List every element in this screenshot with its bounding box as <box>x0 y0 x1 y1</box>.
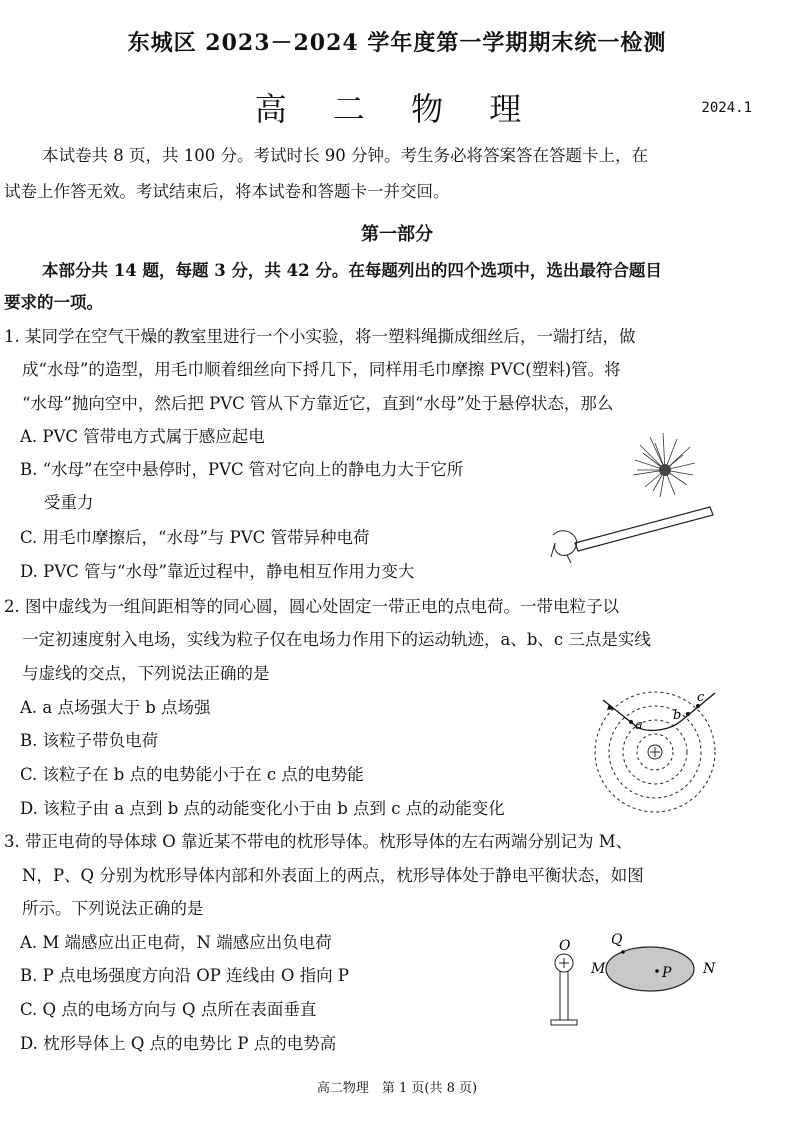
question-3-option-b: B. P 点电场强度方向沿 OP 连线由 O 指向 P <box>20 966 349 985</box>
label-Q: Q <box>611 932 623 948</box>
question-1-option-a: A. PVC 管带电方式属于感应起电 <box>20 427 265 446</box>
exam-date: 2024.1 <box>701 100 752 116</box>
center-charge <box>648 745 662 759</box>
question-3-stem: 3. 带正电荷的导体球 O 靠近某不带电的枕形导体。枕形导体的左右两端分别记为 M、 <box>4 832 633 851</box>
label-P: P <box>662 965 672 981</box>
question-2-option-d: D. 该粒子由 a 点到 b 点的动能变化小于由 b 点到 c 点的动能变化 <box>20 799 505 818</box>
intro-line: 本试卷共 8 页，共 100 分。考试时长 90 分钟。考生务必将答案答在答题卡上，在 <box>42 146 648 165</box>
pvc-tube <box>575 507 713 551</box>
question-1-stem: “水母”抛向空中，然后把 PVC 管从下方靠近它，直到“水母”处于悬停状态，那么 <box>22 394 614 413</box>
pillow-conductor <box>606 947 694 991</box>
label-b: b <box>673 708 682 723</box>
label-M: M <box>591 961 606 977</box>
question-3-stem: N，P、Q 分别为枕形导体内部和外表面上的两点，枕形导体处于静电平衡状态，如图 <box>22 866 644 885</box>
exam-title: 东城区 2023－2024 学年度第一学期期末统一检测 <box>127 30 667 56</box>
label-O: O <box>559 938 571 954</box>
conductor-figure <box>545 930 735 1030</box>
question-2-option-a: A. a 点场强大于 b 点场强 <box>20 698 211 717</box>
question-3-stem: 所示。下列说法正确的是 <box>22 899 204 918</box>
jellyfish-pvc-figure <box>545 425 725 565</box>
part-title: 第一部分 <box>361 224 433 245</box>
field-circles-figure <box>585 685 725 815</box>
question-1-stem: 成“水母”的造型，用毛巾顺着细丝向下捋几下，同样用毛巾摩擦 PVC(塑料)管。将 <box>22 360 621 379</box>
part-instruction: 要求的一项。 <box>4 293 103 312</box>
question-2-option-c: C. 该粒子在 b 点的电势能小于在 c 点的电势能 <box>20 765 364 784</box>
question-3-option-c: C. Q 点的电场方向与 Q 点所在表面垂直 <box>20 1000 317 1019</box>
question-2-stem: 一定初速度射入电场，实线为粒子仅在电场力作用下的运动轨迹，a、b、c 三点是实线 <box>22 630 651 649</box>
question-2-option-b: B. 该粒子带负电荷 <box>20 731 159 750</box>
question-3-option-d: D. 枕形导体上 Q 点的电势比 P 点的电势高 <box>20 1034 337 1053</box>
question-1-option-b: 受重力 <box>44 493 94 512</box>
sphere-stand <box>551 954 577 1025</box>
part-instruction: 本部分共 14 题，每题 3 分，共 42 分。在每题列出的四个选项中，选出最符合题目 <box>42 261 662 280</box>
question-1-stem: 1. 某同学在空气干燥的教室里进行一个小实验，将一塑料绳撕成细丝后，一端打结，做 <box>4 327 636 346</box>
hand-sketch <box>551 531 577 563</box>
question-1-option-b: B. “水母”在空中悬停时，PVC 管对它向上的静电力大于它所 <box>20 460 464 479</box>
question-1-option-c: C. 用毛巾摩擦后，“水母”与 PVC 管带异种电荷 <box>20 528 370 547</box>
point-a-dot <box>629 720 633 724</box>
point-q-dot <box>621 950 625 954</box>
point-b-dot <box>686 712 690 716</box>
label-c: c <box>697 690 705 705</box>
label-a: a <box>635 718 643 733</box>
point-p-dot <box>655 969 659 973</box>
label-N: N <box>703 961 716 977</box>
page-footer: 高二物理 第 1 页(共 8 页) <box>316 1081 478 1096</box>
question-1-option-d: D. PVC 管与“水母”靠近过程中，静电相互作用力变大 <box>20 562 415 581</box>
question-2-stem: 与虚线的交点，下列说法正确的是 <box>22 664 270 683</box>
intro-line: 试卷上作答无效。考试结束后，将本试卷和答题卡一并交回。 <box>4 182 450 201</box>
subject-title: 高 二 物 理 <box>254 90 540 128</box>
question-2-stem: 2. 图中虚线为一组间距相等的同心圆，圆心处固定一带正电的点电荷。一带电粒子以 <box>4 597 619 616</box>
question-3-option-a: A. M 端感应出正电荷，N 端感应出负电荷 <box>20 933 332 952</box>
jellyfish-knot <box>659 464 671 476</box>
